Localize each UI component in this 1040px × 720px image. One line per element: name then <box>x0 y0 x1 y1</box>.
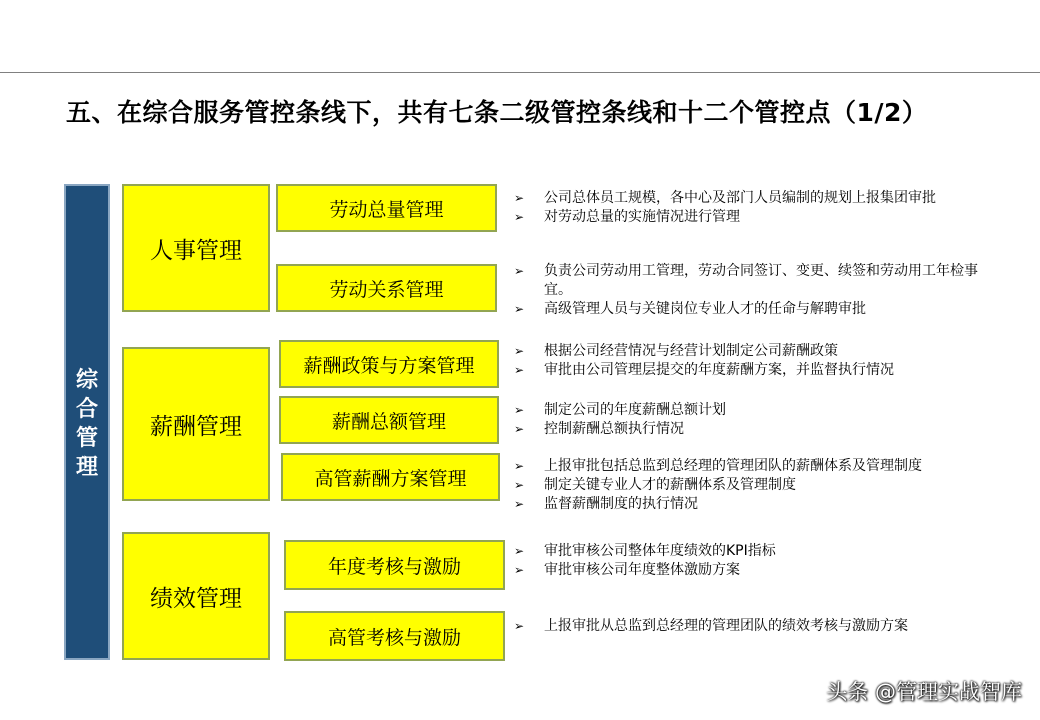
arrow-bullet-icon: ➢ <box>514 264 525 278</box>
item-labor-relations: 劳动关系管理 <box>276 264 497 312</box>
category-compensation: 薪酬管理 <box>122 347 270 501</box>
arrow-bullet-icon: ➢ <box>514 497 525 511</box>
bullet-item: ➢ 监督薪酬制度的执行情况 <box>514 496 698 512</box>
arrow-bullet-icon: ➢ <box>514 210 525 224</box>
bullets-annual-review <box>514 542 994 580</box>
bullet-item: ➢ 负责公司劳动用工管理，劳动合同签订、变更、续签和劳动用工年检事宜。 <box>514 263 978 298</box>
page-title: 五、在综合服务管控条线下，共有七条二级管控条线和十二个管控点（1/2） <box>66 98 928 127</box>
arrow-bullet-icon: ➢ <box>514 403 525 417</box>
arrow-bullet-icon: ➢ <box>514 478 525 492</box>
arrow-bullet-icon: ➢ <box>514 422 525 436</box>
bullet-item: ➢ 制定公司的年度薪酬总额计划 <box>514 402 726 418</box>
arrow-bullet-icon: ➢ <box>514 459 525 473</box>
bullet-item: ➢ 控制薪酬总额执行情况 <box>514 421 684 437</box>
bullet-item: ➢ 上报审批包括总监到总经理的管理团队的薪酬体系及管理制度 <box>514 458 922 474</box>
header-divider <box>0 72 1040 73</box>
bullet-item: ➢ 审批由公司管理层提交的年度薪酬方案，并监督执行情况 <box>514 362 894 378</box>
bullet-item: ➢ 根据公司经营情况与经营计划制定公司薪酬政策 <box>514 343 838 359</box>
bullet-item: ➢ 审批审核公司年度整体激励方案 <box>514 562 740 578</box>
item-labor-total: 劳动总量管理 <box>276 184 497 232</box>
bullet-item: ➢ 制定关键专业人才的薪酬体系及管理制度 <box>514 477 796 493</box>
item-annual-review: 年度考核与激励 <box>284 540 505 590</box>
bullets-exec-review <box>514 617 994 636</box>
arrow-bullet-icon: ➢ <box>514 363 525 377</box>
arrow-bullet-icon: ➢ <box>514 344 525 358</box>
bullet-item: ➢ 公司总体员工规模，各中心及部门人员编制的规划上报集团审批 <box>514 190 936 206</box>
bullet-item: ➢ 审批审核公司整体年度绩效的KPI指标 <box>514 543 776 559</box>
arrow-bullet-icon: ➢ <box>514 563 525 577</box>
arrow-bullet-icon: ➢ <box>514 302 525 316</box>
category-hr: 人事管理 <box>122 184 270 312</box>
sidebar-label: 综 合 管 理 <box>75 368 98 480</box>
arrow-bullet-icon: ➢ <box>514 191 525 205</box>
bullets-pay-policy <box>514 342 994 380</box>
bullet-item: ➢ 高级管理人员与关键岗位专业人才的任命与解聘审批 <box>514 301 866 317</box>
arrow-bullet-icon: ➢ <box>514 544 525 558</box>
bullet-item: ➢ 对劳动总量的实施情况进行管理 <box>514 209 740 225</box>
item-pay-policy: 薪酬政策与方案管理 <box>279 340 499 388</box>
bullets-labor-relations <box>514 262 994 319</box>
bullets-pay-total <box>514 401 994 439</box>
bullet-item: ➢ 上报审批从总监到总经理的管理团队的绩效考核与激励方案 <box>514 618 908 634</box>
bullets-labor-total <box>514 189 994 227</box>
item-pay-total: 薪酬总额管理 <box>279 396 499 444</box>
category-performance: 绩效管理 <box>122 532 270 660</box>
bullets-exec-pay <box>514 457 994 514</box>
watermark: 头条 @管理实战智库 <box>826 680 1022 704</box>
item-exec-review: 高管考核与激励 <box>284 611 505 661</box>
item-exec-pay: 高管薪酬方案管理 <box>281 453 500 501</box>
sidebar-category-box <box>64 184 110 660</box>
arrow-bullet-icon: ➢ <box>514 619 525 633</box>
